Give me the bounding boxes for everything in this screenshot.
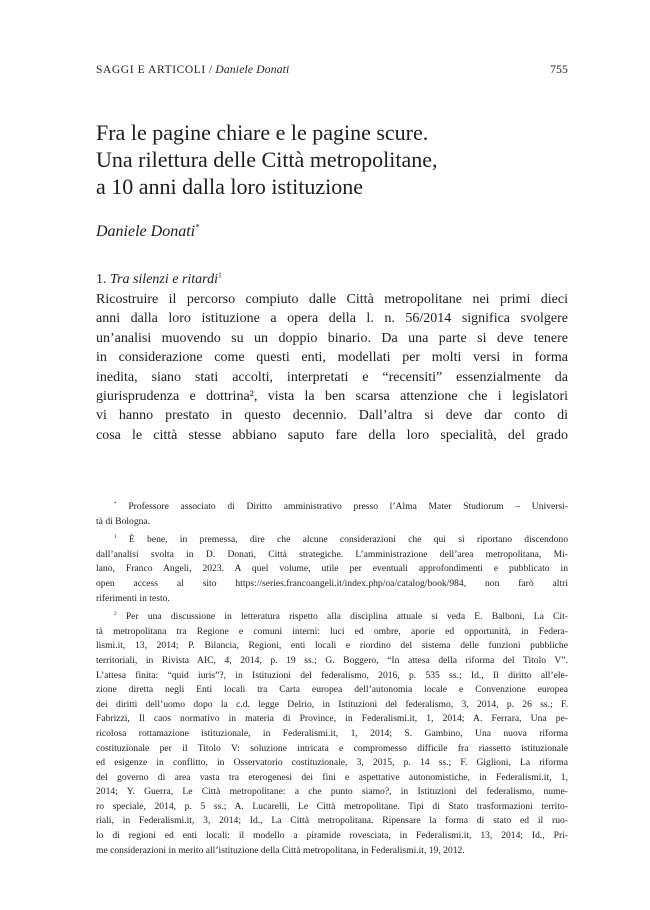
footnote-mark: *	[114, 500, 117, 507]
body-text	[96, 290, 568, 445]
body-line: anni dalla loro istituzione a opera della l. n. 56/2014 significa svolgere	[96, 311, 568, 327]
footnote-line: costituzionale per il Titolo V: soluzione intricata e compromesso difficile fra riassetto istituzionale	[96, 742, 568, 754]
byline-author: Daniele Donati	[96, 223, 196, 240]
section-number: 1.	[96, 272, 107, 287]
body-line: cosa le città stesse abbiano saputo fare della loro specialità, del grado	[96, 427, 568, 443]
footnote-line: ro speciale, 2014, p. 5 ss.; A. Lucarelli, Le Città metropolitane. Tipi di Stato trasformazioni territo-	[96, 800, 568, 812]
footnote-line	[96, 533, 568, 548]
footnote-line: me considerazioni in merito all’istituzione della Città metropolitana, in Federalismi.it, 19, 2012.	[96, 844, 465, 856]
running-head-section: SAGGI E ARTICOLI	[96, 64, 206, 76]
running-head-separator: /	[205, 64, 216, 76]
footnote-line: territoriali, in Rivista AIC, 4, 2014, p. 19 ss.; G. Boggero, “In attesa della riforma del Titolo V”.	[96, 654, 568, 666]
footnote	[96, 533, 568, 606]
footnote-text: È bene, in premessa, dire che alcune considerazioni che qui si riportano discendono	[128, 534, 568, 546]
body-line: in considerazione come questi enti, modellati per molti versi in forma	[96, 350, 568, 366]
body-line: un’analisi muovendo su un doppio binario. Da una parte si deve tenere	[96, 330, 568, 346]
footnotes	[96, 500, 568, 862]
footnote-line	[96, 610, 568, 625]
article-title	[96, 119, 568, 200]
footnote-line: lo di regioni ed enti locali: il modello a piramide rovesciata, in Federalismi.it, 13, 2014; Id., Pri-	[96, 830, 568, 842]
body-line: inedita, siano stati accolti, interpretati e “recensiti” essenzialmente da	[96, 369, 568, 385]
footnote-line: dei diritti dell’uomo dopo la c.d. legge Delrio, in Istituzioni del federalismo, 3, 2014, p. 26 ss.; F.	[96, 698, 568, 710]
footnote-mark: 1	[114, 534, 117, 540]
body-line: giurisprudenza e dottrina², vista la ben scarsa attenzione che i legislatori	[96, 389, 568, 405]
footnote	[96, 500, 568, 529]
footnote-line: lismi.it, 13, 2014; P. Bilancia, Regioni, enti locali e riordino del sistema delle funzioni pubbliche	[96, 640, 568, 652]
footnote-text: Professore associato di Diritto amministrativo presso l’Alma Mater Studiorum – Universi-	[128, 501, 568, 512]
document-page	[96, 0, 568, 910]
footnote-line: riali, in Federalismi.it, 3, 2014; Id., La Città metropolitana. Ripensare la forma di stato ed il ruo-	[96, 815, 568, 827]
footnote-line: riferimenti in testo.	[96, 592, 170, 604]
footnote-line: del governo di area vasta tra eterogenesi dei fini e aspettative autonomistiche, in Federalismi.it, 1,	[96, 771, 568, 783]
footnote	[96, 610, 568, 858]
section-footnote-ref: 1	[218, 270, 222, 280]
title-line: a 10 anni dalla loro istituzione	[96, 174, 363, 199]
byline-footnote-mark: *	[195, 221, 200, 232]
section-heading-text: Tra silenzi e ritardi	[110, 272, 219, 287]
footnote-line: ricolosa rottamazione istituzionale, in Federalismi.it, 1, 2014; S. Gambino, Una nuova riforma	[96, 727, 568, 739]
running-head-author: Daniele Donati	[215, 64, 290, 76]
footnote-line: 2014; Y. Guerra, Le Città metropolitane: a che punto siamo?, in Istituzioni del federalismo, nume-	[96, 786, 568, 798]
footnote-line: dall’analisi svolta in D. Donati, Città strategiche. L’amministrazione dell’area metropolitana, Mi-	[96, 548, 568, 560]
page-number: 755	[550, 64, 568, 76]
footnote-text: Per una discussione in letteratura rispetto alla disciplina attuale si veda E. Balboni, La Cit-	[125, 611, 568, 623]
footnote-line: open access al sito https://series.francoangeli.it/index.php/oa/catalog/book/984, non farò altri	[96, 577, 568, 589]
footnote-line: Fabrizzi, Il caos normativo in materia di Province, in Federalismi.it, 1, 2014; A. Ferrara, Una pe-	[96, 713, 568, 725]
body-line: vi hanno prestato in questo decennio. Dall’altra si deve dar conto di	[96, 408, 568, 424]
running-head	[96, 64, 568, 76]
section-heading	[96, 272, 222, 288]
byline	[96, 223, 200, 241]
footnote-line: L’attesa finita: “quid iuris”?, in Istituzioni del federalismo, 2016, p. 535 ss.; Id., Il diritto all’ele-	[96, 669, 568, 681]
body-line: Ricostruire il percorso compiuto dalle Città metropolitane nei primi dieci	[96, 292, 568, 307]
footnote-line: ed esigenze in conflitto, in Osservatorio costituzionale, 3, 2015, p. 14 ss.; F. Giglioni, La riforma	[96, 757, 568, 769]
footnote-line: lano, Franco Angeli, 2023. A quel volume, utile per eventuali approfondimenti e pubblicato in	[96, 563, 568, 575]
title-line: Fra le pagine chiare e le pagine scure.	[96, 120, 429, 145]
footnote-line: zione diretta negli Enti locali tra Carta europea dell’autonomia locale e Convenzione europea	[96, 684, 568, 696]
footnote-line: tà metropolitana tra Regione e comuni interni: luci ed ombre, aporie ed opportunità, in Federa-	[96, 625, 568, 637]
footnote-line: tà di Bologna.	[96, 515, 151, 527]
footnote-mark: 2	[114, 610, 117, 617]
title-line: Una rilettura delle Città metropolitane,	[96, 147, 438, 172]
footnote-line	[96, 500, 568, 515]
